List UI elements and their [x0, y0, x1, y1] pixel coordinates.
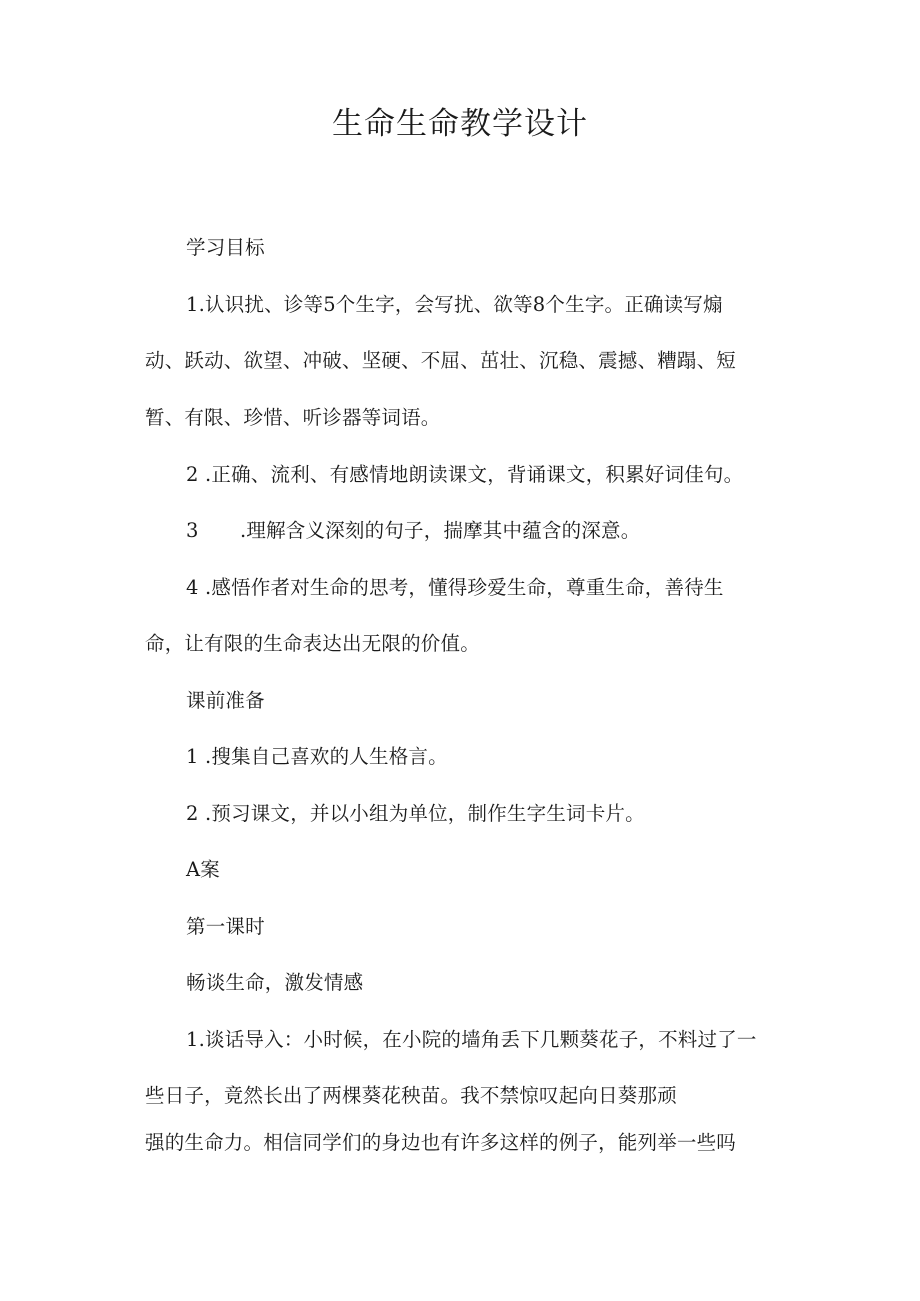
paragraph-line: 4 .感悟作者对生命的思考，懂得珍爱生命，尊重生命，善待生	[186, 576, 724, 599]
paragraph-line: 些日子，竟然长出了两棵葵花秧苗。我不禁惊叹起向日葵那顽	[145, 1084, 677, 1107]
heading-section: 畅谈生命，激发情感	[186, 971, 364, 994]
heading-learning-goals: 学习目标	[186, 236, 265, 259]
paragraph-line: 1 .搜集自己喜欢的人生格言。	[186, 745, 448, 768]
heading-preparation: 课前准备	[186, 689, 265, 712]
paragraph-line: 强的生命力。相信同学们的身边也有许多这样的例子，能列举一些吗	[145, 1131, 737, 1154]
list-number: 3	[186, 519, 199, 542]
paragraph-line: 1.认识扰、诊等5个生字，会写扰、欲等8个生字。正确读写煽	[186, 293, 723, 316]
paragraph-line: 2 .预习课文，并以小组为单位，制作生字生词卡片。	[186, 802, 645, 825]
heading-plan-a: A案	[186, 858, 220, 881]
paragraph-line: 命，让有限的生命表达出无限的价值。	[145, 632, 480, 655]
paragraph-line: .理解含义深刻的句子，揣摩其中蕴含的深意。	[240, 519, 641, 542]
paragraph-line: 动、跃动、欲望、冲破、坚硬、不屈、茁壮、沉稳、震撼、糟蹋、短	[145, 349, 737, 372]
paragraph-line: 暂、有限、珍惜、听诊器等词语。	[145, 406, 441, 429]
paragraph-line: 2 .正确、流利、有感情地朗读课文，背诵课文，积累好词佳句。	[186, 463, 744, 486]
heading-first-lesson: 第一课时	[186, 915, 265, 938]
paragraph-line: 1.谈话导入：小时候，在小院的墙角丢下几颗葵花子，不料过了一	[186, 1028, 757, 1051]
document-title: 生命生命教学设计	[332, 106, 588, 142]
